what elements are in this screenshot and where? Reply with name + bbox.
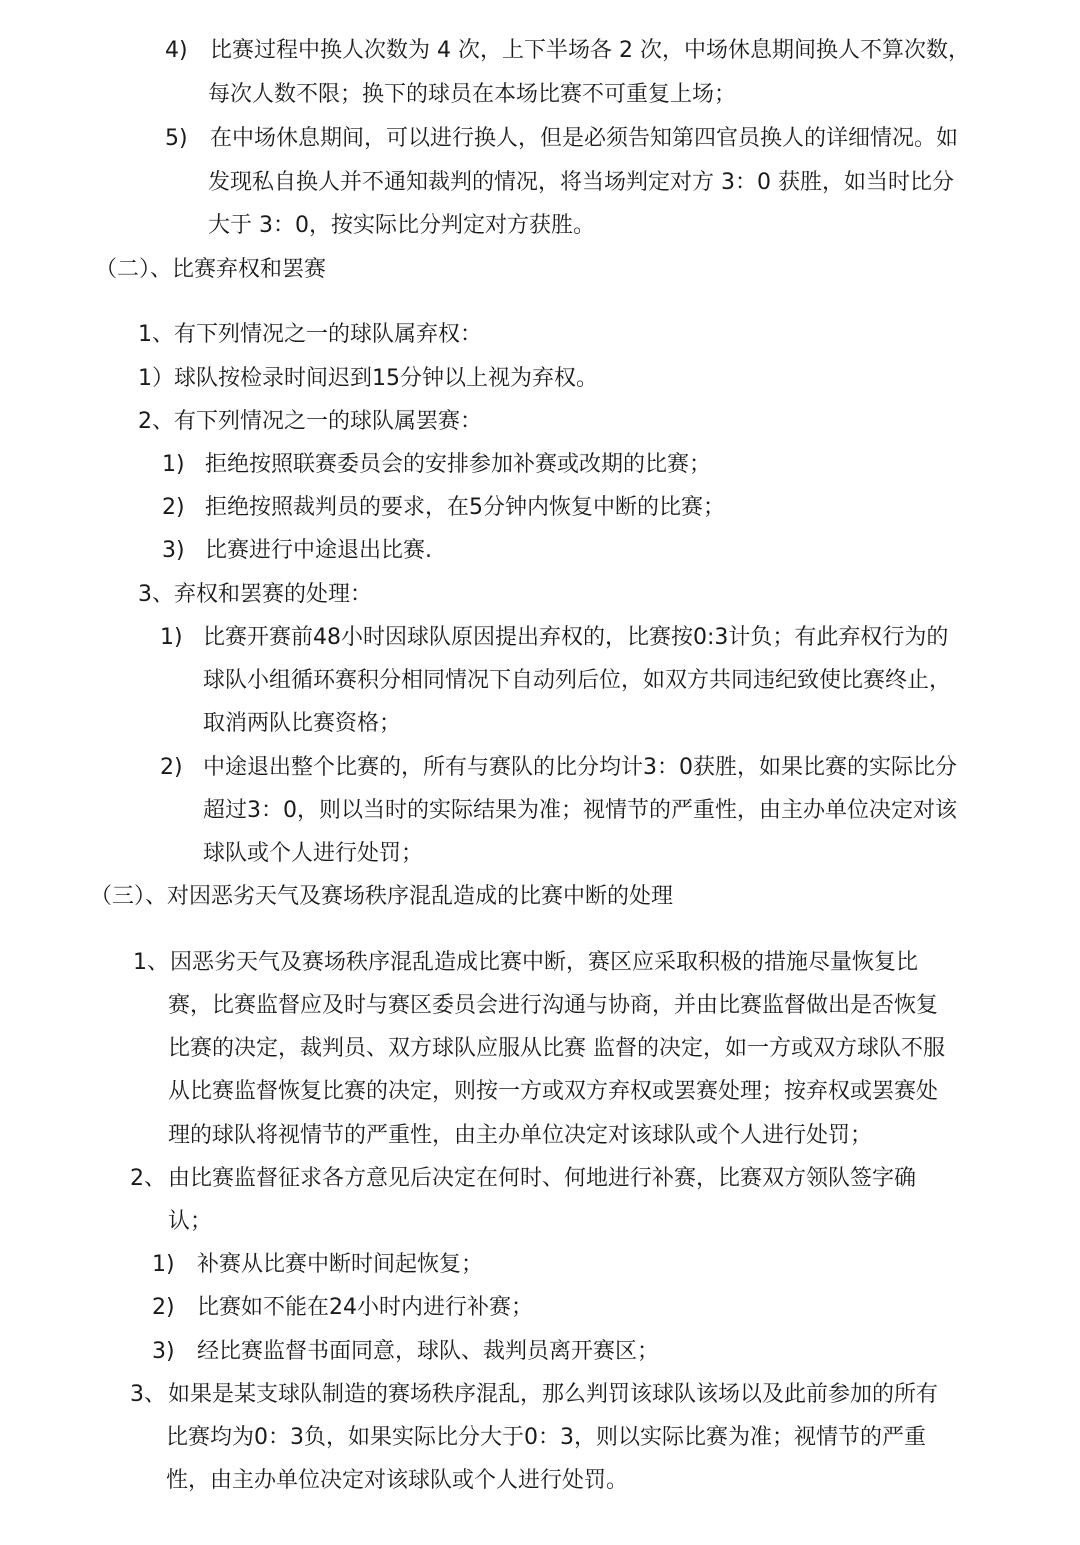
- list-number: 1): [152, 1252, 175, 1277]
- list-number: 1): [160, 625, 183, 650]
- paragraph-line: 比赛的决定，裁判员、双方球队应服从比赛 监督的决定，如一方或双方球队不服: [168, 1036, 945, 1061]
- list-number: 3): [152, 1339, 175, 1364]
- list-number: 4): [165, 38, 188, 63]
- paragraph-line: 比赛均为0：3负，如果实际比分大于0：3，则以实际比赛为准；视情节的严重: [166, 1425, 926, 1450]
- paragraph-line: 大于 3：0，按实际比分判定对方获胜。: [208, 213, 595, 238]
- section-heading: （三）、对因恶劣天气及赛场秩序混乱造成的比赛中断的处理: [90, 884, 674, 909]
- paragraph-line: 球队小组循环赛积分相同情况下自动列后位，如双方共同违纪致使比赛终止，: [203, 668, 952, 693]
- list-number: 3): [162, 538, 185, 563]
- list-item: 拒绝按照裁判员的要求，在5分钟内恢复中断的比赛；: [205, 495, 725, 520]
- list-number: 3、: [130, 1382, 166, 1407]
- paragraph-line: 2、有下列情况之一的球队属罢赛：: [138, 409, 482, 434]
- section-heading: （二）、比赛弃权和罢赛: [95, 257, 327, 282]
- paragraph-line: 因恶劣天气及赛场秩序混乱造成比赛中断，赛区应采取积极的措施尽量恢复比: [170, 950, 919, 975]
- list-number: 2): [162, 495, 185, 520]
- paragraph-line: 认；: [168, 1209, 213, 1234]
- list-item: 补赛从比赛中断时间起恢复；: [197, 1252, 484, 1277]
- list-number: 2): [152, 1295, 175, 1320]
- list-number: 2、: [130, 1166, 166, 1191]
- paragraph-line: 每次人数不限；换下的球员在本场比赛不可重复上场；: [208, 82, 737, 107]
- list-number: 5): [165, 126, 188, 151]
- list-item: 比赛如不能在24小时内进行补赛；: [197, 1295, 533, 1320]
- paragraph-line: 如果是某支球队制造的赛场秩序混乱，那么判罚该球队该场以及此前参加的所有: [168, 1382, 939, 1407]
- list-item: 拒绝按照联赛委员会的安排参加补赛或改期的比赛；: [205, 452, 712, 477]
- list-item: 经比赛监督书面同意，球队、裁判员离开赛区；: [197, 1339, 660, 1364]
- paragraph-line: 1）球队按检录时间迟到15分钟以上视为弃权。: [138, 366, 598, 391]
- list-number: 1、: [133, 950, 169, 975]
- paragraph-line: 从比赛监督恢复比赛的决定，则按一方或双方弃权或罢赛处理；按弃权或罢赛处: [168, 1079, 939, 1104]
- paragraph-line: 1、有下列情况之一的球队属弃权：: [138, 322, 482, 347]
- paragraph-line: 3、弃权和罢赛的处理：: [138, 582, 372, 607]
- paragraph-line: 在中场休息期间，可以进行换人，但是必须告知第四官员换人的详细情况。如: [210, 126, 959, 151]
- paragraph-line: 由比赛监督征求各方意见后决定在何时、何地进行补赛，比赛双方领队签字确: [168, 1166, 917, 1191]
- list-number: 1): [162, 452, 185, 477]
- paragraph-line: 球队或个人进行处罚；: [203, 841, 424, 866]
- paragraph-line: 比赛过程中换人次数为 4 次，上下半场各 2 次，中场休息期间换人不算次数，: [210, 38, 970, 63]
- paragraph-line: 性，由主办单位决定对该球队或个人进行处罚。: [166, 1468, 629, 1493]
- paragraph-line: 发现私自换人并不通知裁判的情况，将当场判定对方 3：0 获胜，如当时比分: [208, 170, 954, 195]
- paragraph-line: 比赛开赛前48小时因球队原因提出弃权的，比赛按0:3计负；有此弃权行为的: [203, 625, 949, 650]
- list-number: 2): [160, 755, 183, 780]
- list-item: 比赛进行中途退出比赛.: [205, 538, 432, 563]
- paragraph-line: 中途退出整个比赛的，所有与赛队的比分均计3：0获胜，如果比赛的实际比分: [203, 755, 957, 780]
- paragraph-line: 赛，比赛监督应及时与赛区委员会进行沟通与协商，并由比赛监督做出是否恢复: [168, 993, 939, 1018]
- paragraph-line: 超过3：0，则以当时的实际结果为准；视情节的严重性，由主办单位决定对该: [203, 798, 957, 823]
- paragraph-line: 取消两队比赛资格；: [203, 711, 402, 736]
- paragraph-line: 理的球队将视情节的严重性，由主办单位决定对该球队或个人进行处罚；: [168, 1123, 873, 1148]
